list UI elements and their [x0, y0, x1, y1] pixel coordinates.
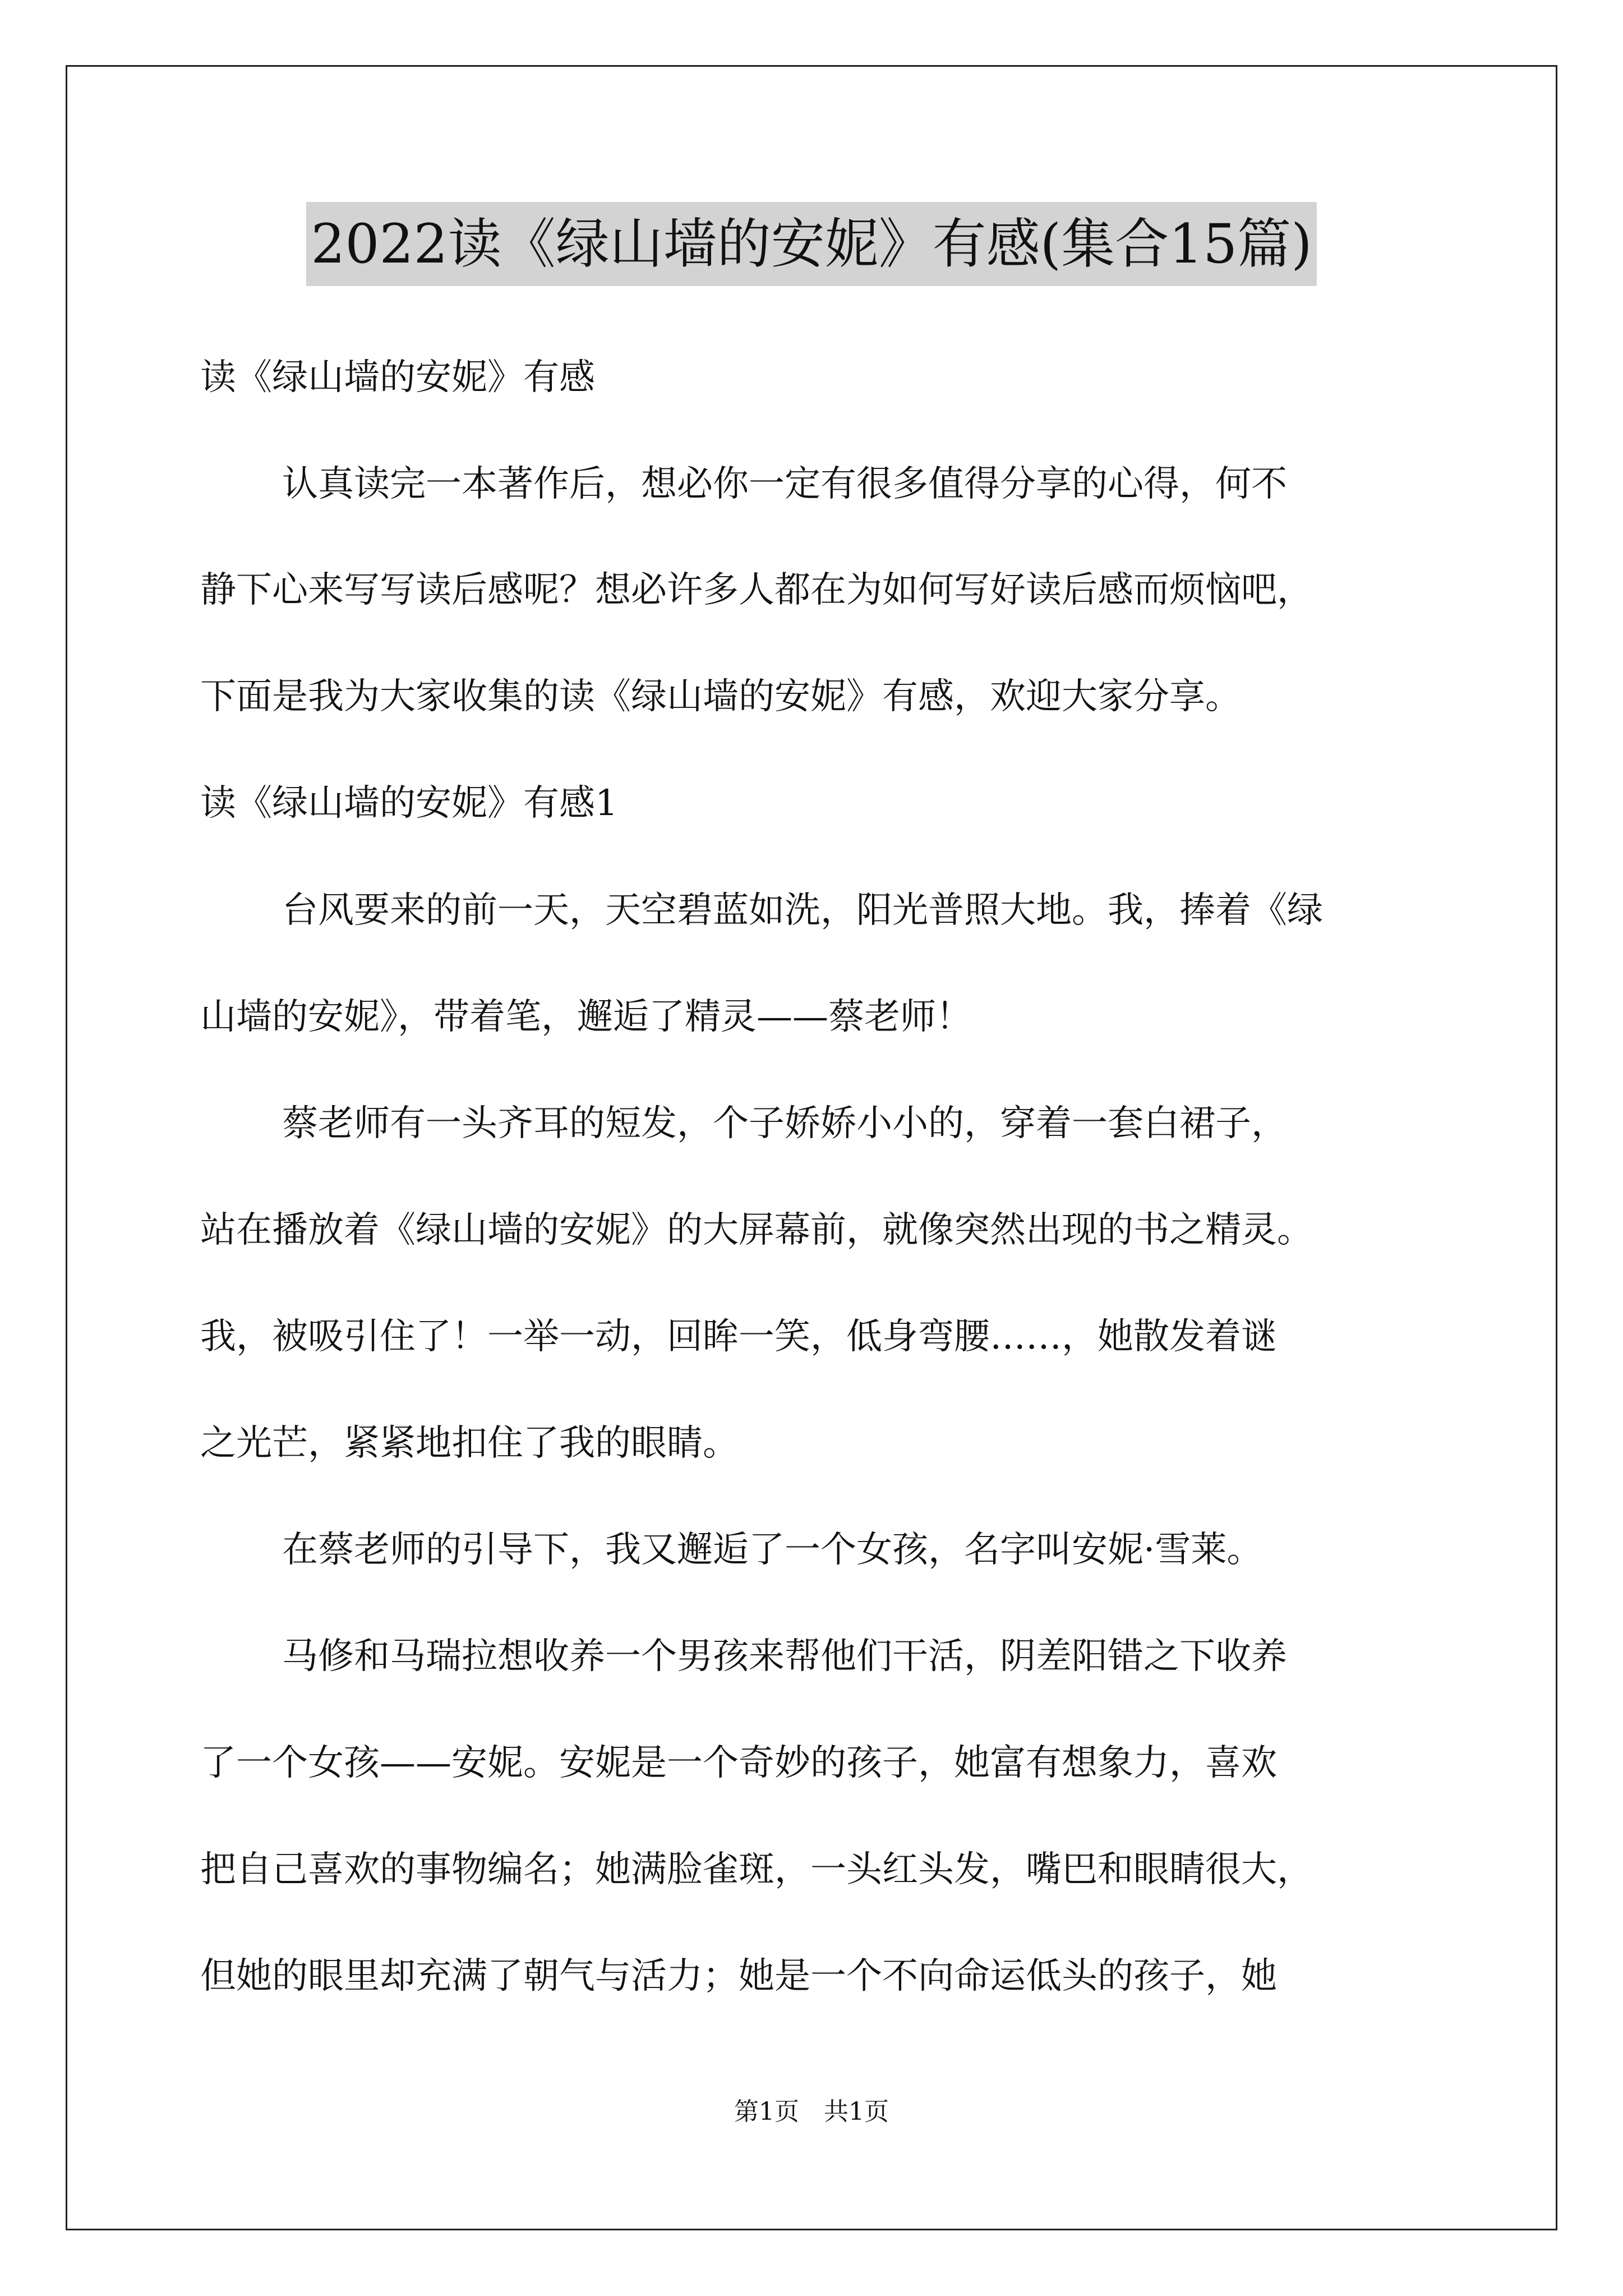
body-line: 之光芒，紧紧地扣住了我的眼睛。	[200, 1423, 739, 1464]
body-line: 了一个女孩——安妮。安妮是一个奇妙的孩子，她富有想象力，喜欢	[200, 1742, 1277, 1784]
intro-line: 认真读完一本著作后，想必你一定有很多值得分享的心得，何不	[282, 463, 1287, 505]
body-line: 我，被吸引住了！一举一动，回眸一笑，低身弯腰……，她散发着谜	[200, 1316, 1277, 1358]
section-heading-1: 读《绿山墙的安妮》有感1	[200, 783, 618, 824]
body-line: 马修和马瑞拉想收养一个男孩来帮他们干活，阴差阳错之下收养	[282, 1636, 1287, 1677]
section-heading-intro: 读《绿山墙的安妮》有感	[200, 357, 595, 398]
body-line: 但她的眼里却充满了朝气与活力；她是一个不向命运低头的孩子，她	[200, 1955, 1277, 1997]
body-line: 台风要来的前一天，天空碧蓝如洗，阳光普照大地。我，捧着《绿	[282, 890, 1323, 931]
intro-line: 静下心来写写读后感呢？想必许多人都在为如何写好读后感而烦恼吧，	[200, 569, 1313, 611]
body-line: 把自己喜欢的事物编名；她满脸雀斑，一头红头发，嘴巴和眼睛很大，	[200, 1849, 1313, 1890]
title-highlight: 2022读《绿山墙的安妮》有感(集合15篇)	[306, 202, 1316, 286]
body-line: 站在播放着《绿山墙的安妮》的大屏幕前，就像突然出现的书之精灵。	[200, 1209, 1313, 1251]
body-line: 蔡老师有一头齐耳的短发，个子娇娇小小的，穿着一套白裙子，	[282, 1103, 1287, 1144]
page-footer: 第1页 共1页	[734, 2097, 889, 2126]
intro-line: 下面是我为大家收集的读《绿山墙的安妮》有感，欢迎大家分享。	[200, 676, 1241, 717]
document-title	[0, 202, 1623, 286]
body-line: 在蔡老师的引导下，我又邂逅了一个女孩，名字叫安妮·雪莱。	[282, 1529, 1263, 1571]
body-line: 山墙的安妮》，带着笔，邂逅了精灵——蔡老师！	[200, 996, 972, 1038]
